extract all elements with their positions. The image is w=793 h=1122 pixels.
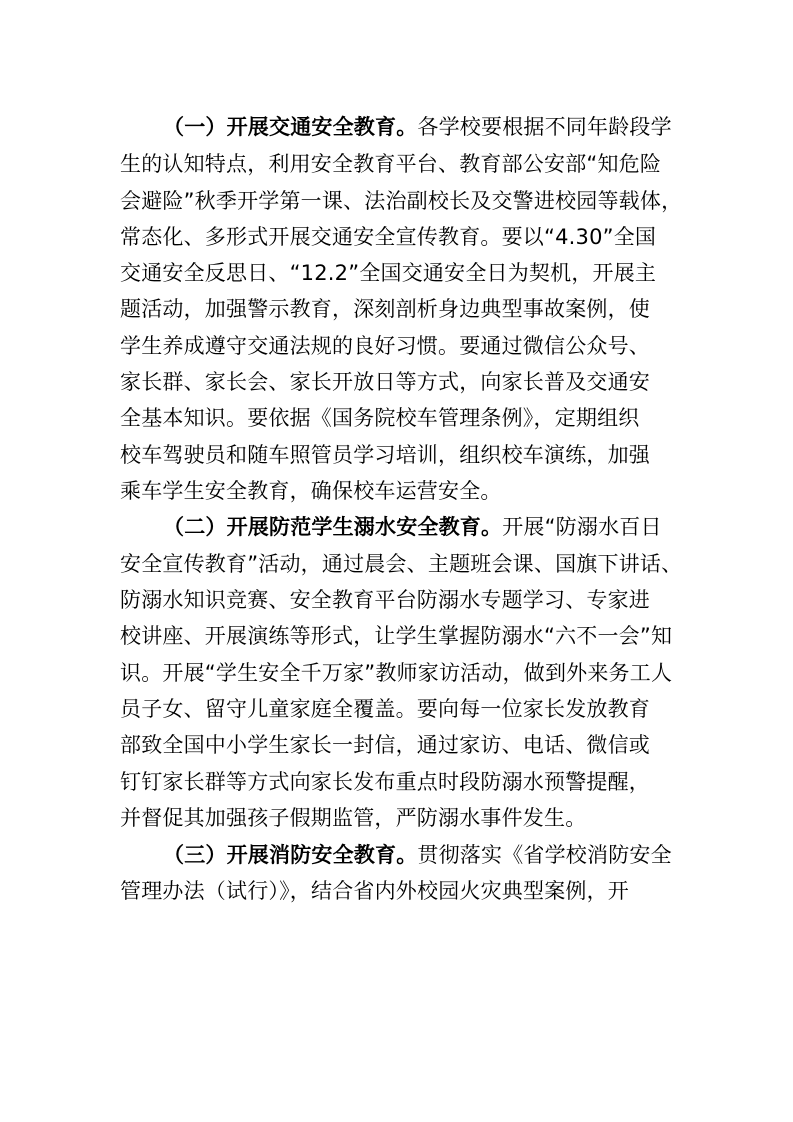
section-2-heading: （二）开展防范学生溺水安全教育。 (163, 515, 503, 539)
paragraph-line: 校车驾驶员和随车照管员学习培训，组织校车演练，加强 (120, 443, 650, 467)
paragraph-line: 常态化、多形式开展交通安全宣传教育。要以“4.30”全国 (120, 225, 657, 249)
paragraph-line: 全基本知识。要依据《国务院校车管理条例》，定期组织 (120, 406, 640, 430)
paragraph-line: 乘车学生安全教育，确保校车运营安全。 (120, 479, 502, 503)
paragraph-line: 生的认知特点，利用安全教育平台、教育部公安部“知危险 (120, 152, 662, 176)
section-2-line-1 (163, 508, 683, 546)
paragraph-line: 家长群、家长会、家长开放日等方式，向家长普及交通安 (120, 370, 650, 394)
section-2-text: 开展“防溺水百日 (502, 515, 662, 539)
paragraph-line: 题活动，加强警示教育，深刻剖析身边典型事故案例，使 (120, 297, 650, 321)
section-1-text: 各学校要根据不同年龄段学 (417, 115, 672, 139)
paragraph-line: 并督促其加强孩子假期监管，严防溺水事件发生。 (120, 806, 587, 830)
paragraph-line: 钉钉家长群等方式向家长发布重点时段防溺水预警提醒， (120, 770, 650, 794)
paragraph-line: 校讲座、开展演练等形式，让学生掌握防溺水“六不一会”知 (120, 624, 673, 648)
section-1-line-1 (163, 108, 683, 146)
section-3-text: 贯彻落实《省学校消防安全 (417, 843, 672, 867)
section-3-heading: （三）开展消防安全教育。 (163, 843, 418, 867)
paragraph-line: 学生养成遵守交通法规的良好习惯。要通过微信公众号、 (120, 334, 650, 358)
section-3-line-1 (163, 836, 683, 874)
paragraph-line: 会避险”秋季开学第一课、法治副校长及交警进校园等载体， (120, 189, 683, 213)
paragraph-line: 员子女、留守儿童家庭全覆盖。要向每一位家长发放教育 (120, 697, 650, 721)
section-1-heading: （一）开展交通安全教育。 (163, 115, 418, 139)
paragraph-line: 管理办法（试行）》，结合省内外校园火灾典型案例，开 (120, 879, 629, 903)
paragraph-line: 安全宣传教育”活动，通过晨会、主题班会课、国旗下讲话、 (120, 552, 683, 576)
paragraph-line: 部致全国中小学生家长一封信，通过家访、电话、微信或 (120, 733, 650, 757)
paragraph-line: 交通安全反思日、“12.2”全国交通安全日为契机，开展主 (120, 261, 657, 285)
paragraph-line: 识。开展“学生安全千万家”教师家访活动，做到外来务工人 (120, 661, 673, 685)
paragraph-line: 防溺水知识竞赛、安全教育平台防溺水专题学习、专家进 (120, 588, 650, 612)
